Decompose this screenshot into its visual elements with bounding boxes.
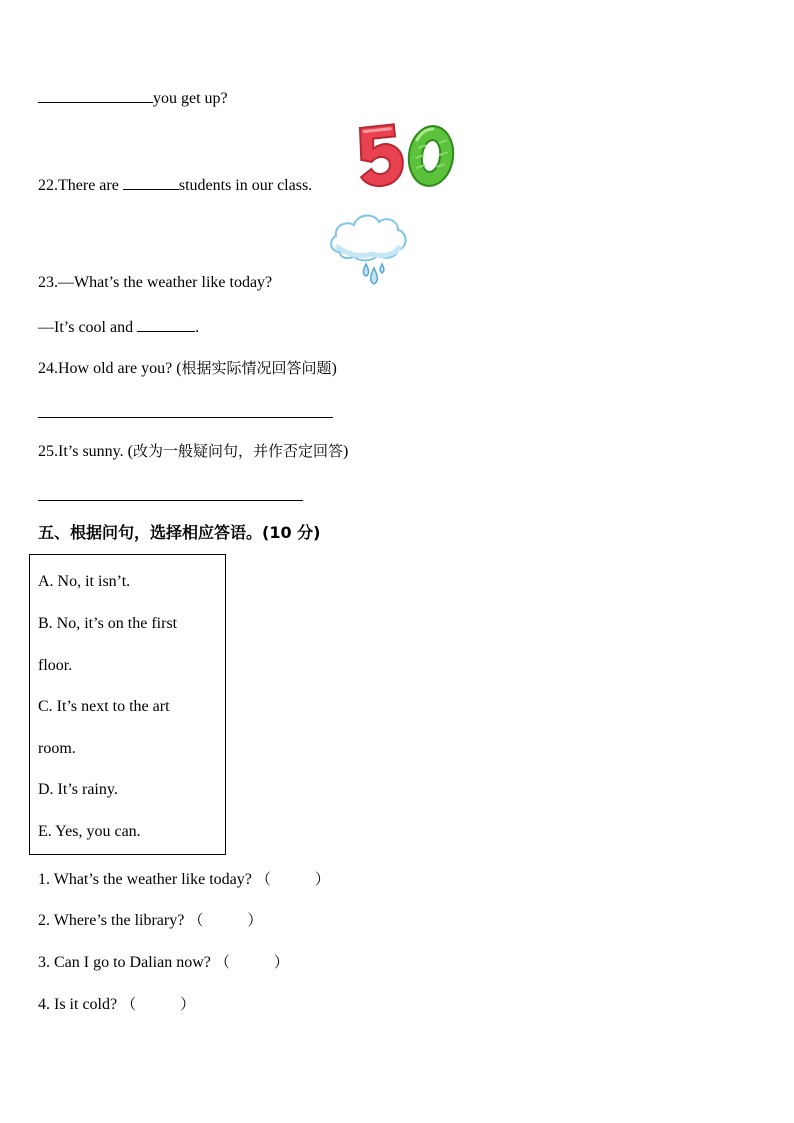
option-e: E. Yes, you can. [38,823,141,840]
matching-item-4 [38,994,195,1015]
question-23-answer-before: —It’s cool and [38,319,138,336]
rain-cloud-icon [326,208,410,292]
question-22-line [38,174,312,196]
option-a: A. No, it isn’t. [38,573,131,590]
matching-item-3-close-paren: ） [273,953,289,971]
answer-line-25[interactable] [38,500,303,501]
matching-item-4-close-paren: ） [180,995,196,1013]
matching-item-2 [38,910,262,931]
question-23-answer-line [38,316,199,338]
matching-item-1-close-paren: ） [314,870,330,888]
section-5-title: 五、根据问句，选择相应答语。(10 分) [38,523,321,542]
question-23-text: 23.—What’s the weather like today? [38,274,273,291]
option-d: D. It’s rainy. [38,781,118,798]
answer-line-24[interactable] [38,417,333,418]
matching-item-2-close-paren: ） [247,911,263,929]
matching-item-1-text: 1. What’s the weather like today? [38,871,252,888]
matching-item-3-text: 3. Can I go to Dalian now? [38,954,211,971]
question-22-text-before: 22.There are [38,177,123,194]
matching-item-4-text: 4. Is it cold? [38,996,118,1013]
question-22-text-after: students in our class. [178,177,313,194]
answer-options-box [29,554,226,855]
option-b-line-2: floor. [38,657,73,674]
matching-item-2-text: 2. Where’s the library? [38,912,185,929]
answer-blank-23[interactable] [137,316,195,332]
matching-item-2-open-paren: （ [188,911,204,929]
question-25-instruction: 改为一般疑问句，并作否定回答 [132,442,343,460]
answer-blank-22[interactable] [123,174,179,190]
question-21-line [38,87,228,109]
matching-item-1 [38,869,330,890]
question-24-instruction: 根据实际情况回答问题 [181,359,332,377]
question-24-prefix: 24.How old are you? ( [38,360,182,377]
question-25-line [38,441,348,462]
number-fifty-icon [355,120,457,192]
option-c-line-2: room. [38,740,76,757]
option-c-line-1: C. It’s next to the art [38,698,170,715]
option-b-line-1: B. No, it’s on the first [38,615,178,632]
question-25-suffix: ) [342,443,349,460]
matching-item-1-open-paren: （ [255,870,271,888]
question-23-answer-after: . [195,319,200,336]
question-23-line [38,273,272,293]
matching-item-3 [38,952,289,973]
question-24-suffix: ) [331,360,337,377]
matching-item-3-open-paren: （ [214,953,230,971]
question-21-text: you get up? [153,90,228,107]
question-24-line [38,358,337,379]
matching-item-4-open-paren: （ [121,995,137,1013]
question-25-prefix: 25.It’s sunny. ( [38,443,133,460]
answer-blank-21[interactable] [38,87,153,103]
